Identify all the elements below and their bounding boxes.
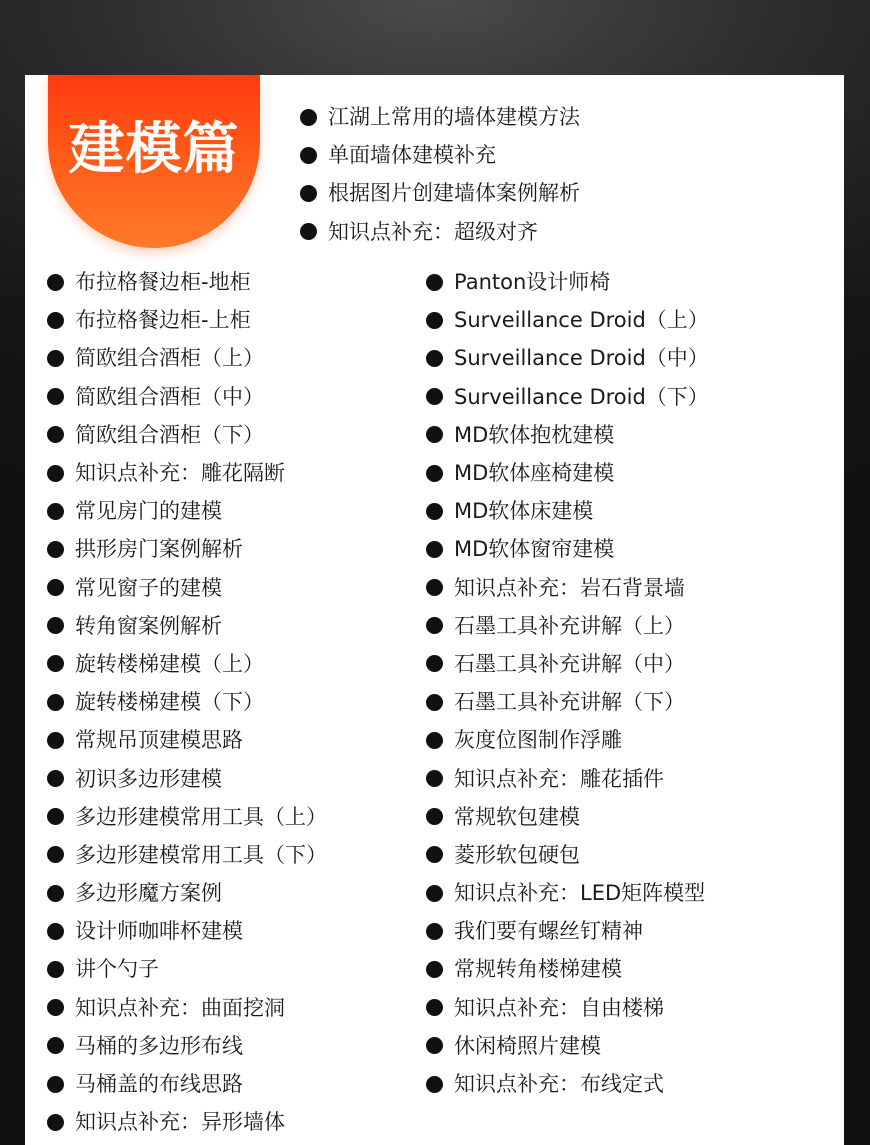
bullet-icon <box>47 961 64 978</box>
bullet-icon <box>47 274 64 291</box>
bullet-icon <box>426 694 443 711</box>
list-item <box>47 492 327 530</box>
list-item-label: 知识点补充：雕花插件 <box>454 766 664 791</box>
list-item <box>47 263 327 301</box>
bullet-icon <box>426 923 443 940</box>
list-item <box>426 569 709 607</box>
bullet-icon <box>426 1076 443 1093</box>
list-item-label: 知识点补充：异形墙体 <box>75 1110 285 1135</box>
left-topic-list <box>47 263 327 1141</box>
list-item-label: Surveillance Droid（下） <box>454 384 709 409</box>
list-item-label: 常规转角楼梯建模 <box>454 957 622 982</box>
bullet-icon <box>47 1076 64 1093</box>
bullet-icon <box>300 223 317 240</box>
bullet-icon <box>300 109 317 126</box>
list-item <box>47 1065 327 1103</box>
list-item <box>47 378 327 416</box>
list-item-label: 布拉格餐边柜-地柜 <box>75 270 251 295</box>
bullet-icon <box>426 808 443 825</box>
list-item <box>426 836 709 874</box>
bullet-icon <box>47 694 64 711</box>
list-item <box>47 683 327 721</box>
bullet-icon <box>47 312 64 329</box>
list-item-label: 马桶的多边形布线 <box>75 1033 243 1058</box>
bullet-icon <box>47 732 64 749</box>
list-item <box>426 607 709 645</box>
list-item <box>300 98 580 136</box>
list-item-label: 马桶盖的布线思路 <box>75 1072 243 1097</box>
list-item <box>47 530 327 568</box>
list-item-label: 简欧组合酒柜（中） <box>75 384 264 409</box>
bullet-icon <box>426 579 443 596</box>
bullet-icon <box>426 350 443 367</box>
list-item <box>426 1065 709 1103</box>
list-item-label: 菱形软包硬包 <box>454 842 580 867</box>
bullet-icon <box>426 999 443 1016</box>
list-item <box>47 569 327 607</box>
list-item-label: 初识多边形建模 <box>75 766 222 791</box>
bullet-icon <box>47 503 64 520</box>
bullet-icon <box>426 846 443 863</box>
bullet-icon <box>426 541 443 558</box>
list-item <box>426 989 709 1027</box>
list-item <box>47 874 327 912</box>
list-item <box>47 798 327 836</box>
list-item-label: 简欧组合酒柜（上） <box>75 346 264 371</box>
list-item-label: MD软体床建模 <box>454 499 594 524</box>
bullet-icon <box>426 503 443 520</box>
list-item <box>47 416 327 454</box>
bullet-icon <box>426 732 443 749</box>
section-badge <box>48 75 260 248</box>
list-item <box>426 378 709 416</box>
list-item <box>47 912 327 950</box>
list-item <box>47 950 327 988</box>
list-item <box>47 645 327 683</box>
list-item <box>426 950 709 988</box>
bullet-icon <box>47 846 64 863</box>
list-item <box>426 530 709 568</box>
list-item-label: 常规吊顶建模思路 <box>75 728 243 753</box>
intro-topic-list <box>300 98 580 251</box>
list-item <box>47 339 327 377</box>
list-item-label: MD软体窗帘建模 <box>454 537 615 562</box>
list-item-label: 布拉格餐边柜-上柜 <box>75 308 251 333</box>
bullet-icon <box>426 655 443 672</box>
bullet-icon <box>426 465 443 482</box>
bullet-icon <box>47 1114 64 1131</box>
list-item-label: 常见房门的建模 <box>75 499 222 524</box>
list-item <box>47 1103 327 1141</box>
list-item <box>426 874 709 912</box>
bullet-icon <box>47 1037 64 1054</box>
list-item-label: Surveillance Droid（上） <box>454 308 709 333</box>
bullet-icon <box>47 770 64 787</box>
bullet-icon <box>47 808 64 825</box>
bullet-icon <box>426 388 443 405</box>
list-item-label: MD软体座椅建模 <box>454 461 615 486</box>
bullet-icon <box>47 579 64 596</box>
list-item-label: 灰度位图制作浮雕 <box>454 728 622 753</box>
list-item-label: 石墨工具补充讲解（下） <box>454 690 685 715</box>
bullet-icon <box>300 185 317 202</box>
list-item-label: 江湖上常用的墙体建模方法 <box>328 105 580 130</box>
list-item-label: 知识点补充：LED矩阵模型 <box>454 881 706 906</box>
list-item-label: 单面墙体建模补充 <box>328 143 496 168</box>
list-item-label: 多边形建模常用工具（上） <box>75 804 327 829</box>
bullet-icon <box>426 617 443 634</box>
list-item <box>47 759 327 797</box>
list-item-label: 旋转楼梯建模（下） <box>75 690 264 715</box>
list-item-label: 常见窗子的建模 <box>75 575 222 600</box>
list-item-label: 多边形建模常用工具（下） <box>75 842 327 867</box>
list-item-label: 知识点补充：自由楼梯 <box>454 995 664 1020</box>
list-item <box>47 836 327 874</box>
list-item <box>426 912 709 950</box>
bullet-icon <box>47 541 64 558</box>
list-item-label: 简欧组合酒柜（下） <box>75 422 264 447</box>
list-item <box>426 721 709 759</box>
list-item-label: 常规软包建模 <box>454 804 580 829</box>
list-item-label: 转角窗案例解析 <box>75 613 222 638</box>
list-item-label: 休闲椅照片建模 <box>454 1033 601 1058</box>
list-item-label: 我们要有螺丝钉精神 <box>454 919 643 944</box>
list-item <box>300 136 580 174</box>
section-title: 建模篇 <box>68 117 240 182</box>
list-item-label: 石墨工具补充讲解（中） <box>454 651 685 676</box>
bullet-icon <box>47 999 64 1016</box>
bullet-icon <box>47 426 64 443</box>
list-item-label: 根据图片创建墙体案例解析 <box>328 181 580 206</box>
list-item <box>426 798 709 836</box>
bullet-icon <box>47 923 64 940</box>
list-item <box>47 721 327 759</box>
list-item <box>426 263 709 301</box>
bullet-icon <box>426 1037 443 1054</box>
bullet-icon <box>426 312 443 329</box>
list-item <box>47 454 327 492</box>
content-card <box>25 75 844 1145</box>
list-item-label: 讲个勺子 <box>75 957 159 982</box>
bullet-icon <box>426 770 443 787</box>
list-item <box>426 339 709 377</box>
list-item <box>47 1027 327 1065</box>
list-item-label: 知识点补充：布线定式 <box>454 1072 664 1097</box>
list-item <box>300 174 580 212</box>
list-item-label: MD软体抱枕建模 <box>454 422 615 447</box>
list-item-label: 知识点补充：雕花隔断 <box>75 461 285 486</box>
bullet-icon <box>426 885 443 902</box>
bullet-icon <box>47 617 64 634</box>
list-item <box>47 607 327 645</box>
list-item <box>426 683 709 721</box>
bullet-icon <box>426 274 443 291</box>
bullet-icon <box>47 465 64 482</box>
list-item <box>426 492 709 530</box>
list-item <box>300 213 580 251</box>
list-item <box>47 301 327 339</box>
list-item <box>47 989 327 1027</box>
bullet-icon <box>426 961 443 978</box>
bullet-icon <box>47 388 64 405</box>
list-item-label: 知识点补充：曲面挖洞 <box>75 995 285 1020</box>
list-item <box>426 1027 709 1065</box>
list-item-label: 知识点补充：超级对齐 <box>328 219 538 244</box>
list-item-label: 知识点补充：岩石背景墙 <box>454 575 685 600</box>
list-item-label: Surveillance Droid（中） <box>454 346 709 371</box>
list-item-label: 石墨工具补充讲解（上） <box>454 613 685 638</box>
list-item-label: 拱形房门案例解析 <box>75 537 243 562</box>
bullet-icon <box>426 426 443 443</box>
bullet-icon <box>47 350 64 367</box>
list-item <box>426 645 709 683</box>
right-topic-list <box>426 263 709 1103</box>
list-item-label: 设计师咖啡杯建模 <box>75 919 243 944</box>
list-item <box>426 454 709 492</box>
list-item-label: Panton设计师椅 <box>454 270 611 295</box>
list-item <box>426 301 709 339</box>
list-item-label: 旋转楼梯建模（上） <box>75 651 264 676</box>
list-item <box>426 416 709 454</box>
list-item <box>426 759 709 797</box>
bullet-icon <box>300 147 317 164</box>
bullet-icon <box>47 655 64 672</box>
list-item-label: 多边形魔方案例 <box>75 881 222 906</box>
bullet-icon <box>47 885 64 902</box>
